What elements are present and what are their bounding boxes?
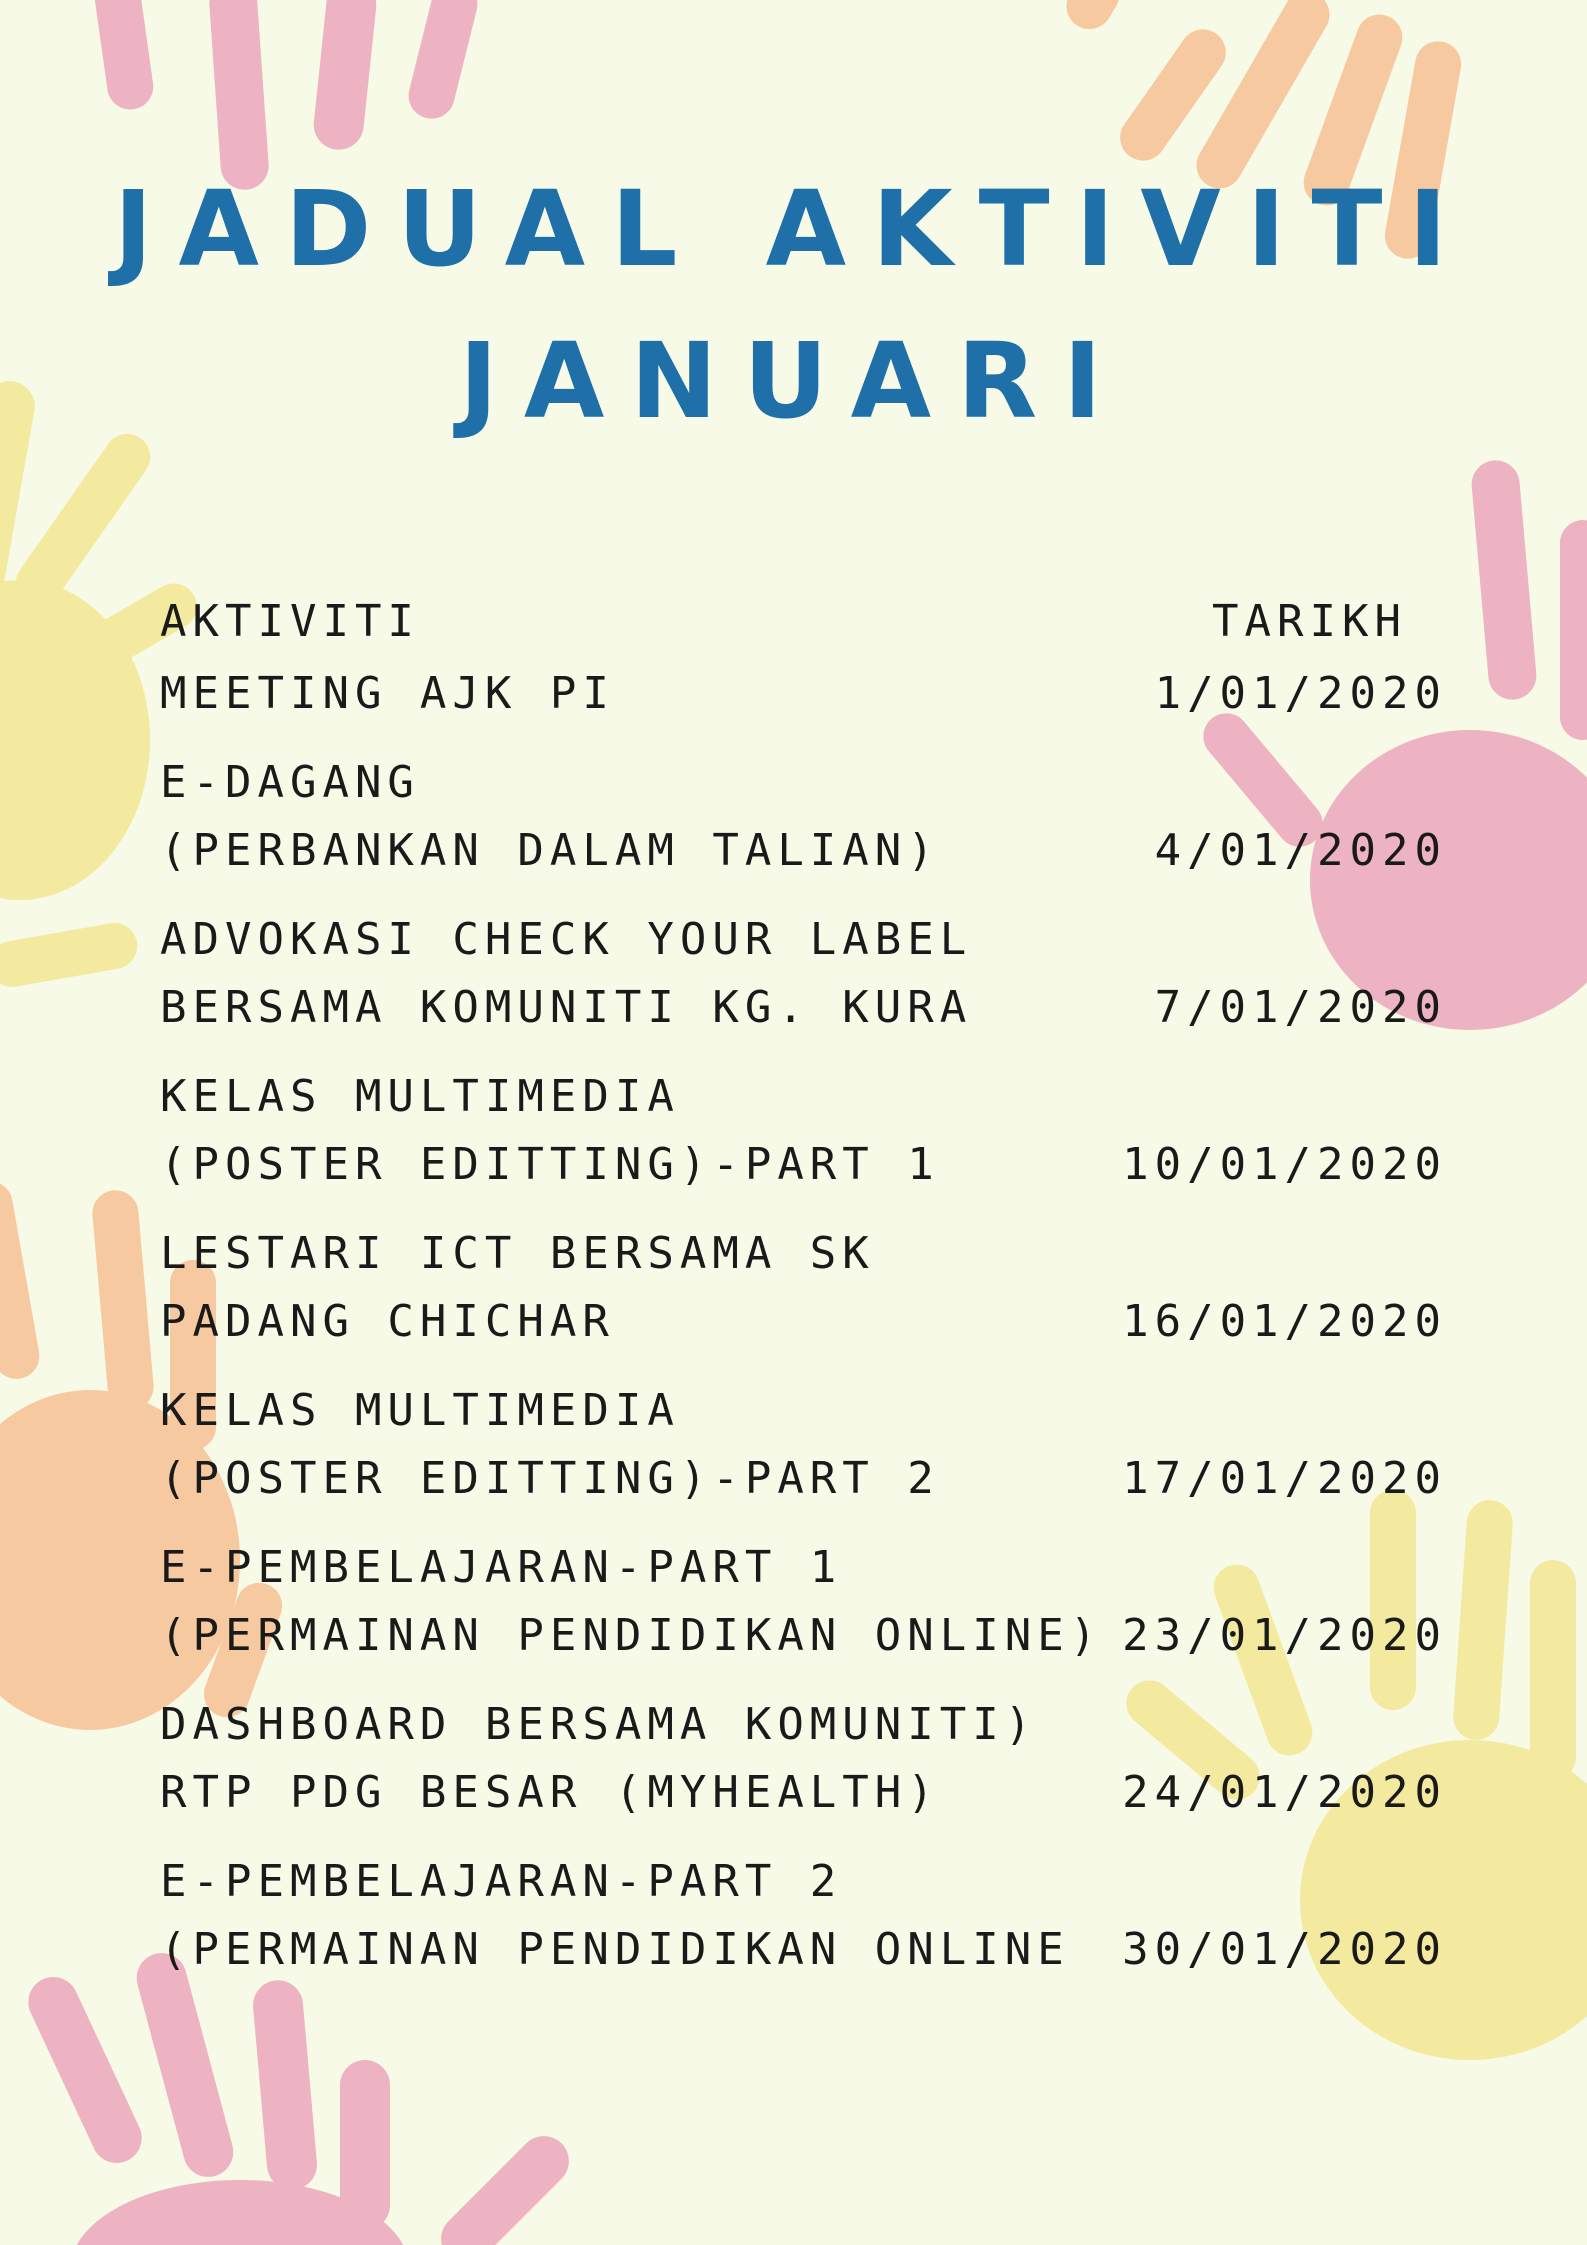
activity-cell: E-PEMBELAJARAN-PART 1 (PERMAINAN PENDIDIKAN ONLINE) (160, 1542, 1103, 1661)
handprint-icon (20, 1947, 579, 2245)
date-cell: 30/01/2020 (1122, 1924, 1447, 1975)
handprint-icon (1194, 458, 1587, 1030)
activity-cell: E-PEMBELAJARAN-PART 2 (PERMAINAN PENDIDIKAN ONLINE (160, 1856, 1070, 1975)
date-cell: 4/01/2020 (1154, 825, 1447, 876)
page-subtitle-month: JANUARI (459, 320, 1128, 442)
date-cell: 1/01/2020 (1154, 668, 1447, 719)
handprint-icon (90, 0, 482, 191)
activity-cell: DASHBOARD BERSAMA KOMUNITI) RTP PDG BESAR (MYHEALTH) (160, 1699, 1038, 1818)
date-cell: 17/01/2020 (1122, 1453, 1447, 1504)
date-cell: 7/01/2020 (1154, 982, 1447, 1033)
activity-cell: ADVOKASI CHECK YOUR LABEL BERSAMA KOMUNITI KG. KURA (160, 914, 973, 1033)
date-cell: 16/01/2020 (1122, 1296, 1447, 1347)
activity-cell: LESTARI ICT BERSAMA SK PADANG CHICHAR (160, 1228, 875, 1347)
activity-cell: E-DAGANG (PERBANKAN DALAM TALIAN) (160, 757, 940, 876)
date-cell: 23/01/2020 (1122, 1610, 1447, 1661)
activity-cell: MEETING AJK PI (160, 668, 615, 719)
page-title: JADUAL AKTIVITI (113, 168, 1474, 290)
date-cell: 24/01/2020 (1122, 1767, 1447, 1818)
column-header-activity: AKTIVITI (160, 596, 420, 647)
activity-cell: KELAS MULTIMEDIA (POSTER EDITTING)-PART 2 (160, 1385, 940, 1504)
column-header-date: TARIKH (1212, 596, 1407, 647)
date-cell: 10/01/2020 (1122, 1139, 1447, 1190)
activity-cell: KELAS MULTIMEDIA (POSTER EDITTING)-PART 1 (160, 1071, 940, 1190)
